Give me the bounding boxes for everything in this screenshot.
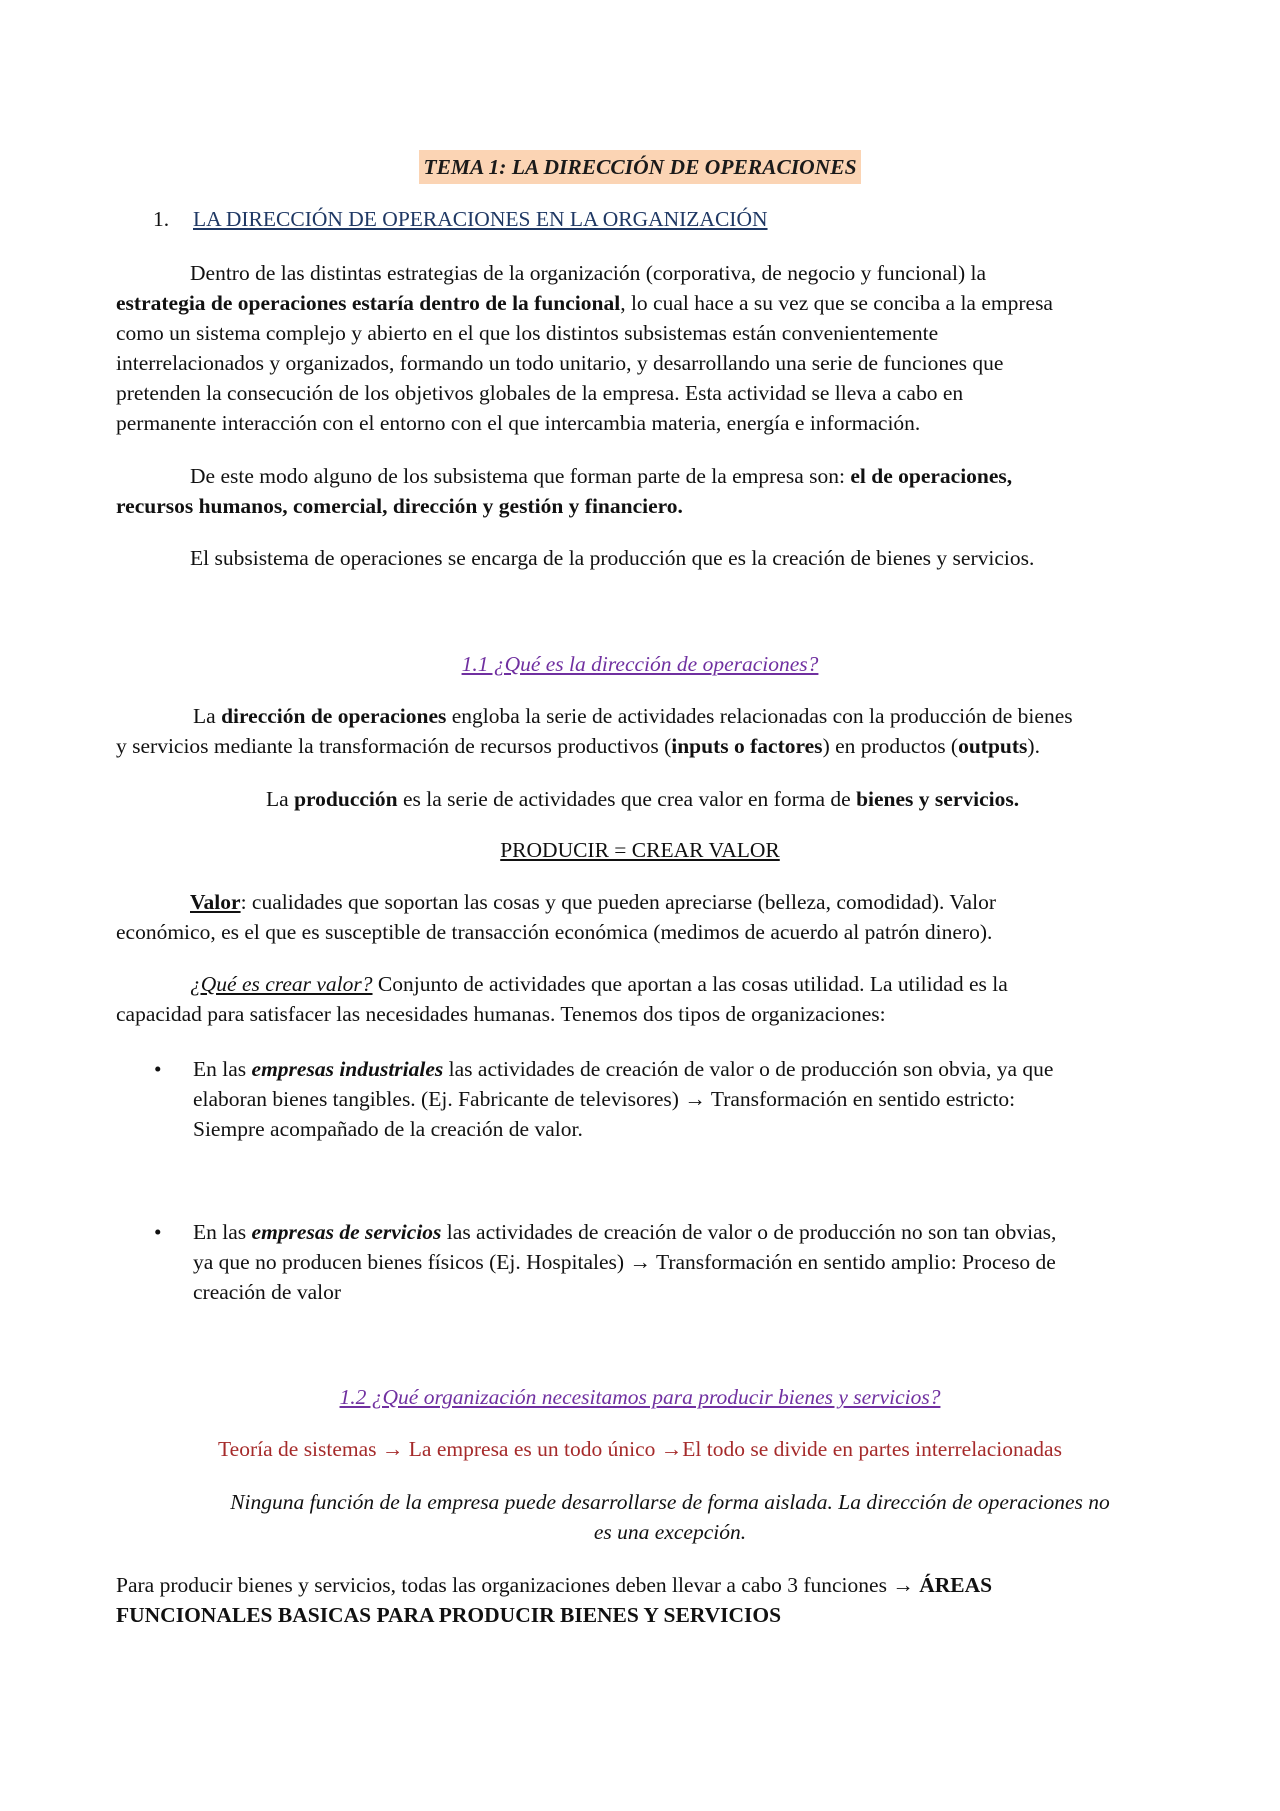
p4-line-2 <box>116 731 1040 761</box>
p2-text: De este modo alguno de los subsistema que forman parte de la empresa son: <box>190 464 851 488</box>
bullet-2-text-a: En las <box>193 1220 252 1244</box>
bullet-1-text-c: las actividades de creación de valor o de producción son obvia, ya que <box>443 1057 1054 1081</box>
p1-line-1: Dentro de las distintas estrategias de la organización (corporativa, de negocio y funcional) la <box>190 261 987 285</box>
p5-text-a: La <box>266 787 295 811</box>
bullet-1-term: empresas industriales <box>251 1057 444 1081</box>
p1-line-2-rest: , lo cual hace a su vez que se conciba a la empresa <box>620 291 1053 315</box>
p6-line-2: económico, es el que es susceptible de transacción económica (medimos de acuerdo al patrón dinero). <box>116 920 993 944</box>
bullet-2-line-3: creación de valor <box>193 1280 342 1304</box>
bullet-2-line-2: ya que no producen bienes físicos (Ej. Hospitales) → Transformación en sentido amplio: Proceso de <box>193 1250 1056 1274</box>
document-title: TEMA 1: LA DIRECCIÓN DE OPERACIONES <box>419 150 860 184</box>
p1-line-3: como un sistema complejo y abierto en el que los distintos subsistemas están convenientemente <box>116 321 939 345</box>
p3-line: El subsistema de operaciones se encarga de la producción que es la creación de bienes y servicios. <box>190 546 1035 570</box>
section-heading: LA DIRECCIÓN DE OPERACIONES EN LA ORGANIZACIÓN <box>193 207 768 231</box>
p2-bold-2: recursos humanos, comercial, dirección y gestión y financiero. <box>116 494 683 518</box>
bullet-symbol-1: • <box>154 1057 162 1081</box>
subheading-1-2: 1.2 ¿Qué organización necesitamos para producir bienes y servicios? <box>339 1385 941 1409</box>
p4-bold-direccion: dirección de operaciones <box>221 704 447 728</box>
final-bold-funcionales: FUNCIONALES BASICAS PARA PRODUCIR BIENES Y SERVICIOS <box>116 1603 782 1627</box>
p6-text: : cualidades que soportan las cosas y que pueden apreciarse (belleza, comodidad). Valor <box>240 890 996 914</box>
p6-line-1 <box>190 887 996 917</box>
p7-text: Conjunto de actividades que aportan a las cosas utilidad. La utilidad es la <box>372 972 1008 996</box>
p1-line-2 <box>116 288 1053 318</box>
p4-text-2a: y servicios mediante la transformación de recursos productivos ( <box>116 734 672 758</box>
bullet-1-text-a: En las <box>193 1057 252 1081</box>
bullet-2-line-1 <box>193 1217 1056 1247</box>
p6-term-valor: Valor <box>190 890 241 914</box>
p4-bold-inputs: inputs o factores <box>671 734 823 758</box>
p5-bold-bienes: bienes y servicios. <box>856 787 1020 811</box>
title-container <box>0 150 1280 184</box>
bullet-1-line-2: elaboran bienes tangibles. (Ej. Fabricante de televisores) → Transformación en sentido estricto: <box>193 1087 1016 1111</box>
p1-bold: estrategia de operaciones estaría dentro de la funcional <box>116 291 621 315</box>
bullet-symbol-2: • <box>154 1220 162 1244</box>
bullet-2-term: empresas de servicios <box>251 1220 442 1244</box>
section-number: 1. <box>153 207 170 231</box>
p1-line-5: pretenden la consecución de los objetivos globales de la empresa. Esta actividad se lleva a cabo en <box>116 381 964 405</box>
p4-text-c: engloba la serie de actividades relacionadas con la producción de bienes <box>446 704 1073 728</box>
systems-theory-line: Teoría de sistemas → La empresa es un todo único →El todo se divide en partes interrelacionadas <box>218 1437 1062 1461</box>
p2-line-1 <box>190 461 1012 491</box>
p5-line <box>266 784 1019 814</box>
p7-line-1 <box>190 969 1008 999</box>
p4-text-a: La <box>193 704 222 728</box>
final-text: Para producir bienes y servicios, todas las organizaciones deben llevar a cabo 3 funciones → <box>116 1573 920 1597</box>
p1-line-4: interrelacionados y organizados, formando un todo unitario, y desarrollando una serie de funciones que <box>116 351 1004 375</box>
bullet-1-line-1 <box>193 1054 1053 1084</box>
p4-line-1 <box>193 701 1073 731</box>
subheading-1-1: 1.1 ¿Qué es la dirección de operaciones? <box>461 652 819 676</box>
p2-bold-1: el de operaciones, <box>850 464 1013 488</box>
bullet-2-text-c: las actividades de creación de valor o de producción no son tan obvias, <box>441 1220 1057 1244</box>
p4-bold-outputs: outputs <box>958 734 1028 758</box>
p5-text-c: es la serie de actividades que crea valor en forma de <box>397 787 857 811</box>
p1-line-6: permanente interacción con el entorno con el que intercambia materia, energía e información. <box>116 411 921 435</box>
p7-question: ¿Qué es crear valor? <box>190 972 373 996</box>
p5-bold-produccion: producción <box>294 787 398 811</box>
quote-line-2: es una excepción. <box>593 1520 747 1544</box>
final-line-2 <box>116 1600 781 1630</box>
final-line-1 <box>116 1570 992 1600</box>
bullet-1-line-3: Siempre acompañado de la creación de valor. <box>193 1117 583 1141</box>
formula-producir-crear-valor: PRODUCIR = CREAR VALOR <box>500 838 780 862</box>
p2-line-2 <box>116 491 683 521</box>
quote-line-1: Ninguna función de la empresa puede desarrollarse de forma aislada. La dirección de operaciones no <box>230 1490 1110 1514</box>
final-bold-areas: ÁREAS <box>919 1573 993 1597</box>
p7-line-2: capacidad para satisfacer las necesidades humanas. Tenemos dos tipos de organizaciones: <box>116 1002 886 1026</box>
p4-text-2c: ) en productos ( <box>822 734 959 758</box>
p4-text-2e: ). <box>1027 734 1040 758</box>
